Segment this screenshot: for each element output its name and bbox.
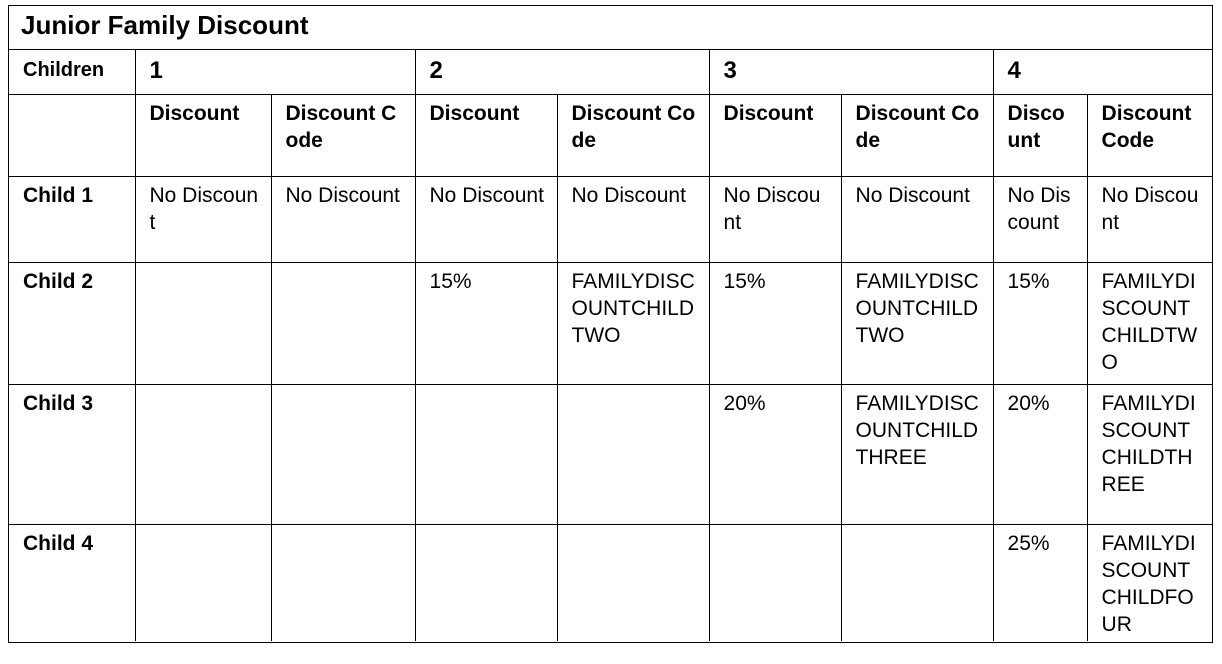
table-cell: No Discount <box>1087 176 1212 262</box>
table-cell <box>709 524 841 641</box>
table-cell: 25% <box>993 524 1087 641</box>
table-cell: FAMILYDISCOUNTCHILDTHREE <box>841 384 993 524</box>
column-header: Discount Code <box>1087 94 1212 176</box>
table-cell: No Discount <box>415 176 557 262</box>
children-count-1: 1 <box>135 49 415 94</box>
children-count-4: 4 <box>993 49 1212 94</box>
table-cell <box>557 524 709 641</box>
header-row-children <box>9 49 1212 94</box>
table-cell <box>415 384 557 524</box>
table-row <box>9 524 1212 641</box>
row-label: Child 3 <box>9 384 135 524</box>
table-cell <box>271 384 415 524</box>
table-cell <box>135 524 271 641</box>
column-header: Discount <box>415 94 557 176</box>
header-row-columns <box>9 94 1212 176</box>
table-cell <box>415 524 557 641</box>
table-cell <box>557 384 709 524</box>
table-cell <box>841 524 993 641</box>
table-cell <box>135 384 271 524</box>
table-row <box>9 176 1212 262</box>
column-header: Discount Code <box>271 94 415 176</box>
table-cell: FAMILYDISCOUNTCHILDTWO <box>557 262 709 384</box>
column-header: Discount <box>709 94 841 176</box>
table-cell <box>271 524 415 641</box>
title-row <box>9 6 1212 50</box>
row-label: Child 1 <box>9 176 135 262</box>
children-count-3: 3 <box>709 49 993 94</box>
table-cell: 20% <box>993 384 1087 524</box>
blank-header-cell <box>9 94 135 176</box>
document-title: Junior Family Discount <box>21 10 309 40</box>
table-cell: 15% <box>993 262 1087 384</box>
table-cell: FAMILYDISCOUNTCHILDTWO <box>1087 262 1212 384</box>
table-cell: No Discount <box>841 176 993 262</box>
column-header: Discount Code <box>557 94 709 176</box>
table-cell: 20% <box>709 384 841 524</box>
table-cell: No Discount <box>993 176 1087 262</box>
column-header: Discount <box>135 94 271 176</box>
table-cell: 15% <box>709 262 841 384</box>
table-row <box>9 384 1212 524</box>
table-cell <box>135 262 271 384</box>
table-cell <box>271 262 415 384</box>
table-cell: FAMILYDISCOUNTCHILDFOUR <box>1087 524 1212 641</box>
column-header: Discount Code <box>841 94 993 176</box>
discount-document <box>8 5 1213 643</box>
table-row <box>9 262 1212 384</box>
table-cell: No Discount <box>271 176 415 262</box>
table-cell: No Discount <box>135 176 271 262</box>
children-header: Children <box>9 49 135 94</box>
column-header: Discount <box>993 94 1087 176</box>
row-label: Child 4 <box>9 524 135 641</box>
table-cell: 15% <box>415 262 557 384</box>
table-cell: FAMILYDISCOUNTCHILDTHREE <box>1087 384 1212 524</box>
discount-table <box>9 49 1212 641</box>
table-cell: No Discount <box>557 176 709 262</box>
children-count-2: 2 <box>415 49 709 94</box>
table-cell: No Discount <box>709 176 841 262</box>
row-label: Child 2 <box>9 262 135 384</box>
table-cell: FAMILYDISCOUNTCHILDTWO <box>841 262 993 384</box>
